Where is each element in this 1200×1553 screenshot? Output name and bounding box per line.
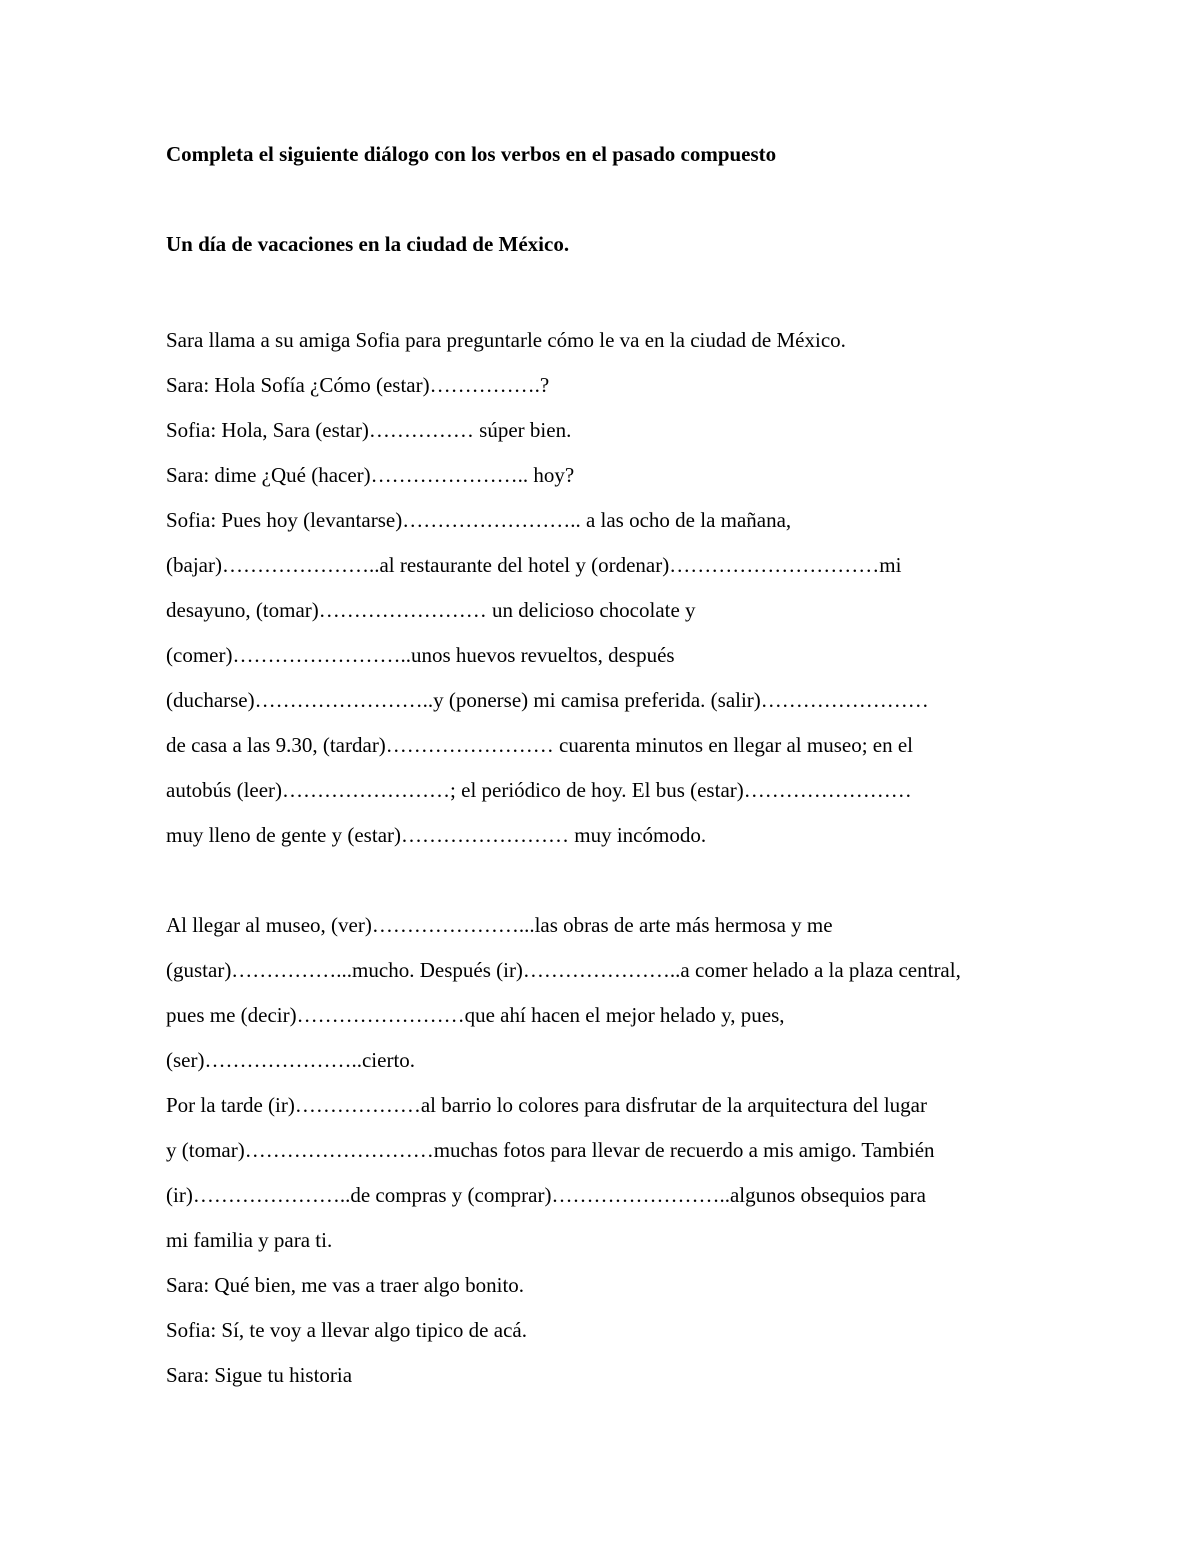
document-body xyxy=(166,138,1046,1398)
text-line: (gustar)……………...mucho. Después (ir)…………………..a comer helado a la plaza central, xyxy=(166,958,961,982)
text-line: Sofia: Pues hoy (levantarse)…………………….. a las ocho de la mañana, xyxy=(166,508,792,532)
text-line: Sara llama a su amiga Sofia para preguntarle cómo le va en la ciudad de México. xyxy=(166,328,846,352)
text-line: muy lleno de gente y (estar)…………………… muy incómodo. xyxy=(166,823,707,847)
text-line: y (tomar)………………………muchas fotos para llevar de recuerdo a mis amigo. También xyxy=(166,1138,935,1162)
text-line: Sofia: Hola, Sara (estar)…………… súper bien. xyxy=(166,418,572,442)
text-line: (comer)……………………..unos huevos revueltos, después xyxy=(166,643,675,667)
text-line: (ir)…………………..de compras y (comprar)……………………..algunos obsequios para xyxy=(166,1183,926,1207)
text-line: pues me (decir)……………………que ahí hacen el mejor helado y, pues, xyxy=(166,1003,785,1027)
text-line: Sara: Qué bien, me vas a traer algo bonito. xyxy=(166,1273,525,1297)
text-line: Al llegar al museo, (ver)…………………...las obras de arte más hermosa y me xyxy=(166,913,833,937)
document-subheading: Un día de vacaciones en la ciudad de México. xyxy=(166,232,570,256)
document-heading: Completa el siguiente diálogo con los verbos en el pasado compuesto xyxy=(166,142,777,166)
text-line: desayuno, (tomar)…………………… un delicioso chocolate y xyxy=(166,598,696,622)
text-line: mi familia y para ti. xyxy=(166,1228,333,1252)
text-line: Sara: dime ¿Qué (hacer)………………….. hoy? xyxy=(166,463,575,487)
dialogue-paragraph-1 xyxy=(166,318,1046,858)
text-line: autobús (leer)……………………; el periódico de hoy. El bus (estar)…………………… xyxy=(166,778,912,802)
text-line: Sara: Sigue tu historia xyxy=(166,1363,353,1387)
paragraph-gap xyxy=(166,858,1046,903)
text-line: (ser)…………………..cierto. xyxy=(166,1048,416,1072)
text-line: de casa a las 9.30, (tardar)…………………… cuarenta minutos en llegar al museo; en el xyxy=(166,733,914,757)
text-line: Sofia: Sí, te voy a llevar algo tipico de acá. xyxy=(166,1318,527,1342)
text-line: Sara: Hola Sofía ¿Cómo (estar)…………….? xyxy=(166,373,550,397)
text-line: (ducharse)……………………..y (ponerse) mi camisa preferida. (salir)…………………… xyxy=(166,688,929,712)
dialogue-paragraph-2 xyxy=(166,903,1046,1398)
text-line: Por la tarde (ir)………………al barrio lo colores para disfrutar de la arquitectura del lugar xyxy=(166,1093,927,1117)
text-line: (bajar)…………………..al restaurante del hotel y (ordenar)…………………………mi xyxy=(166,553,902,577)
